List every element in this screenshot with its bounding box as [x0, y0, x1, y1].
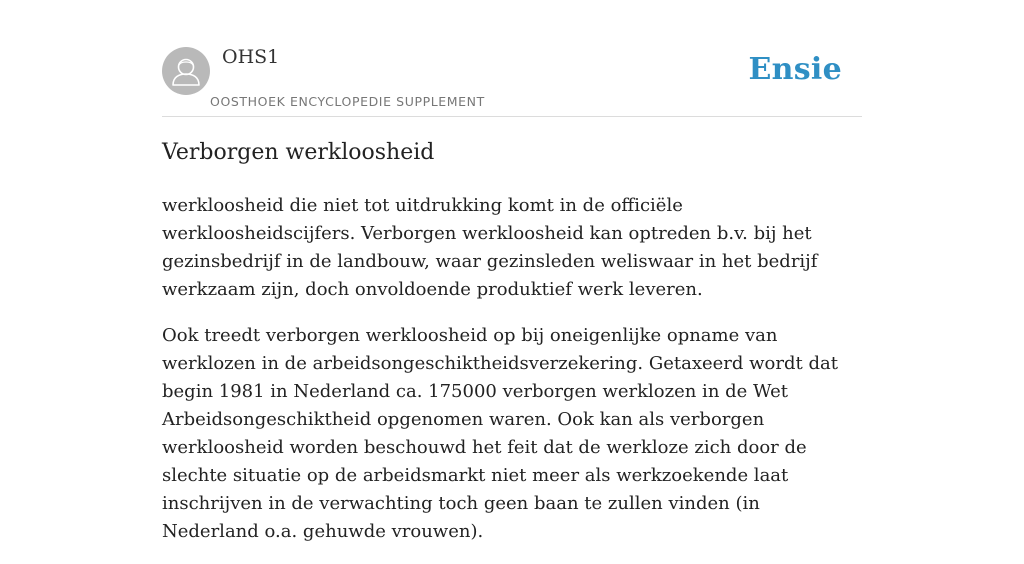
- article-body: [162, 192, 862, 564]
- article-title: Verborgen werkloosheid: [162, 140, 435, 165]
- article-paragraph: Ook treedt verborgen werkloosheid op bij oneigenlijke opname van werklozen in de arbeidsongeschiktheidsverzekering. Getaxeerd wordt dat begin 1981 in Nederland ca. 175000 verborgen werklozen in de Wet Arbeidsongeschiktheid opgenomen waren. Ook kan als verborgen werkloosheid worden beschouwd het feit dat de werkloze zich door de slechte situatie op de arbeidsmarkt niet meer als werkzoekende laat inschrijven in de verwachting toch geen baan te zullen vinden (in Nederland o.a. gehuwde vrouwen).: [162, 325, 838, 542]
- article-paragraph: werkloosheid die niet tot uitdrukking komt in de officiële werkloosheidscijfers. Verborgen werkloosheid kan optreden b.v. bij het gezinsbedrijf in de landbouw, waar gezinsleden weliswaar in het bedrijf werkzaam zijn, doch onvoldoende produktief werk leveren.: [162, 195, 818, 300]
- user-icon: [162, 47, 210, 95]
- author-name[interactable]: OHS1: [222, 46, 280, 68]
- header: [162, 0, 862, 117]
- avatar[interactable]: [162, 47, 210, 95]
- source-label[interactable]: OOSTHOEK ENCYCLOPEDIE SUPPLEMENT: [210, 94, 485, 109]
- brand-logo[interactable]: Ensie: [748, 52, 842, 87]
- page: [162, 0, 862, 542]
